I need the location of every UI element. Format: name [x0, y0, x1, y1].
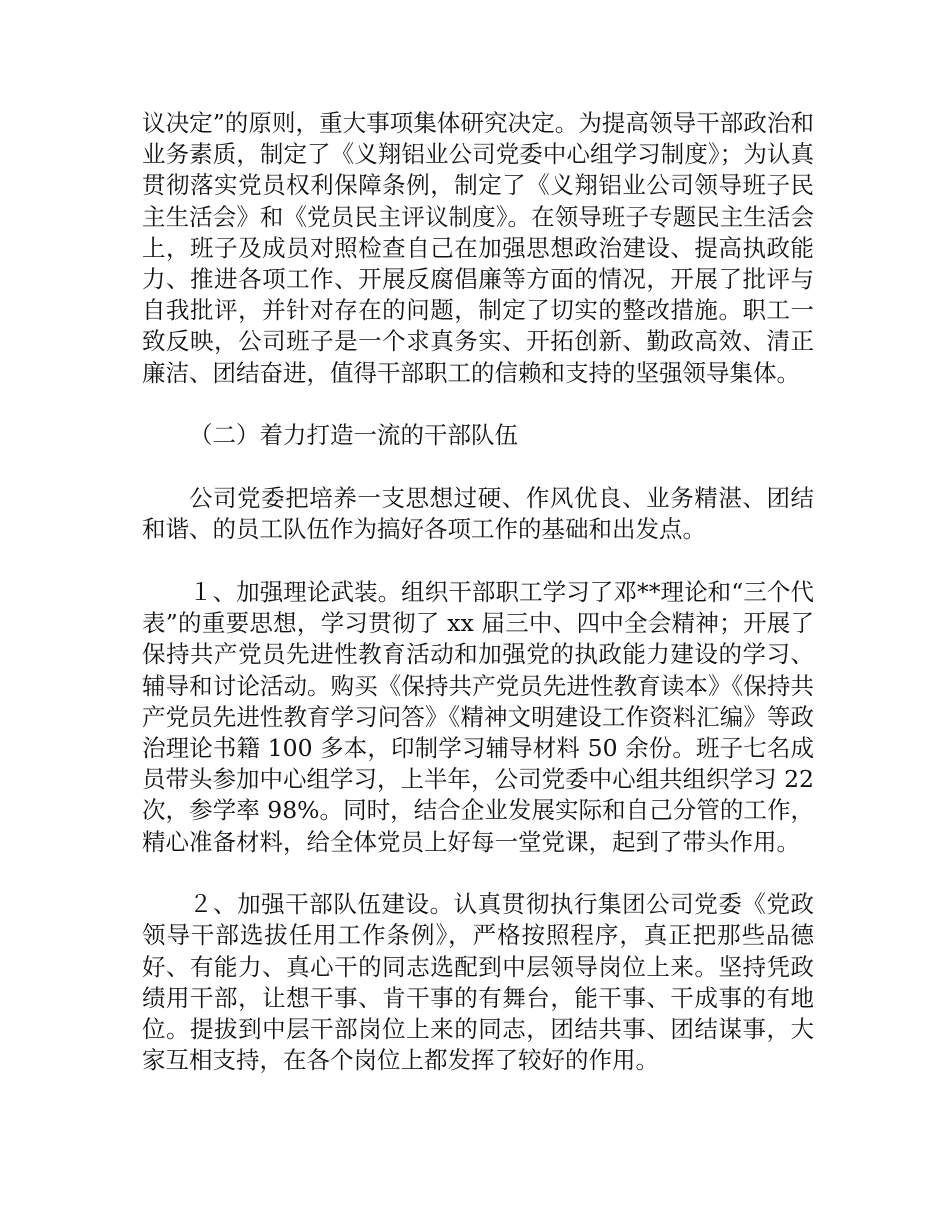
paragraph-continuation: 议决定”的原则，重大事项集体研究决定。为提高领导干部政治和业务素质，制定了《义翔铝业公司党委中心组学习制度》；为认真贯彻落实党员权利保障条例，制定了《义翔铝业公司领导班子民主生活会》和《党员民主评议制度》。在领导班子专题民主生活会上，班子及成员对照检查自己在加强思想政治建设、提高执政能力、推进各项工作、开展反腐倡廉等方面的情况，开展了批评与自我批评，并针对存在的问题，制定了切实的整改措施。职工一致反映，公司班子是一个求真务实、开拓创新、勤政高效、清正廉洁、团结奋进，值得干部职工的信赖和支持的坚强领导集体。: [142, 109, 814, 387]
document-body: [142, 108, 814, 1108]
paragraph-item-2: ２、加强干部队伍建设。认真贯彻执行集团公司党委《党政领导干部选拔任用工作条例》，严格按照程序，真正把那些品德好、有能力、真心干的同志选配到中层领导岗位上来。坚持凭政绩用干部，让想干事、肯干事的有舞台，能干事、干成事的有地位。提拔到中层干部岗位上来的同志，团结共事、团结谋事，大家互相支持，在各个岗位上都发挥了较好的作用。: [142, 890, 814, 1075]
section-heading: （二）着力打造一流的干部队伍: [189, 421, 518, 450]
paragraph-intro: 公司党委把培养一支思想过硬、作风优良、业务精湛、团结和谐、的员工队伍作为搞好各项工作的基础和出发点。: [142, 484, 814, 544]
paragraph-item-1: １、加强理论武装。组织干部职工学习了邓**理论和“三个代表”的重要思想，学习贯彻了 xx 届三中、四中全会精神；开展了保持共产党员先进性教育活动和加强党的执政能力建设的学习、辅导和讨论活动。购买《保持共产党员先进性教育读本》《保持共产党员先进性教育学习问答》《精神文明建设工作资料汇编》等政治理论书籍 100 多本，印制学习辅导材料 50 余份。班子七名成员带头参加中心组学习，上半年，公司党委中心组共组织学习 22 次，参学率 98%。同时，结合企业发展实际和自己分管的工作，精心准备材料，给全体党员上好每一堂党课，起到了带头作用。: [142, 577, 814, 856]
